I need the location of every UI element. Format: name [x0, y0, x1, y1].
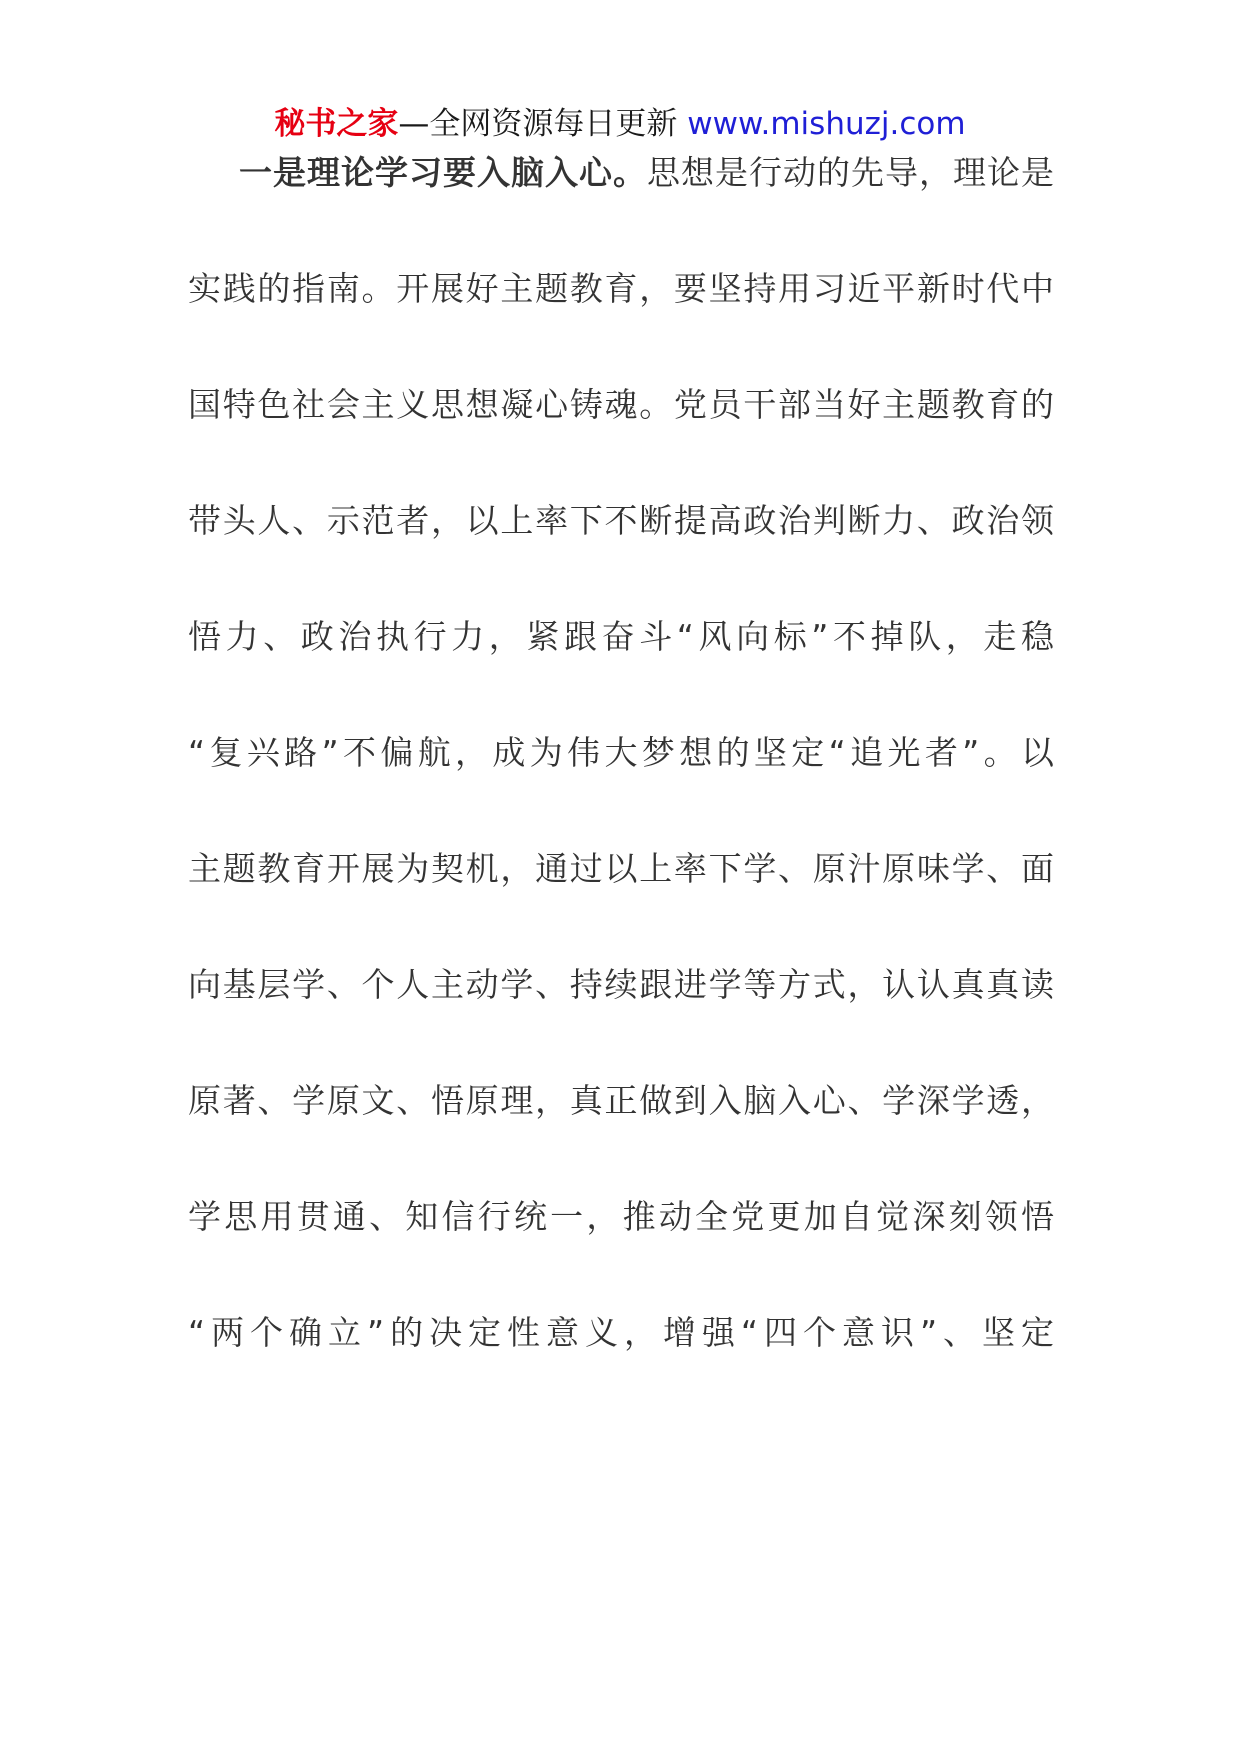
paragraph-line-4: 带头人、示范者，以上率下不断提高政治判断力、政治领	[188, 501, 1054, 540]
paragraph-line-6: “复兴路”不偏航，成为伟大梦想的坚定“追光者”。以	[188, 733, 1054, 772]
paragraph-line-5: 悟力、政治执行力，紧跟奋斗“风向标”不掉队，走稳	[188, 617, 1054, 656]
paragraph-line-11: “两个确立”的决定性意义，增强“四个意识”、坚定	[188, 1313, 1054, 1352]
paragraph-line-10: 学思用贯通、知信行统一，推动全党更加自觉深刻领悟	[188, 1197, 1054, 1236]
paragraph-line-text: 思想是行动的先导，理论是	[647, 153, 1054, 192]
header-url-link[interactable]: www.mishuzj.com	[687, 106, 966, 142]
paragraph-line-8: 向基层学、个人主动学、持续跟进学等方式，认认真真读	[188, 965, 1054, 1004]
paragraph-line-1	[188, 148, 1054, 198]
page-header	[0, 100, 1240, 148]
paragraph-line-9: 原著、学原文、悟原理，真正做到入脑入心、学深学透，	[188, 1081, 1054, 1120]
header-tagline: —全网资源每日更新	[398, 106, 678, 142]
paragraph-line-7: 主题教育开展为契机，通过以上率下学、原汁原味学、面	[188, 849, 1054, 888]
paragraph-line-2: 实践的指南。开展好主题教育，要坚持用习近平新时代中	[188, 269, 1054, 308]
paragraph-lead: 一是理论学习要入脑入心。	[238, 153, 647, 192]
header-brand: 秘书之家	[274, 106, 399, 142]
paragraph-line-3: 国特色社会主义思想凝心铸魂。党员干部当好主题教育的	[188, 385, 1054, 424]
